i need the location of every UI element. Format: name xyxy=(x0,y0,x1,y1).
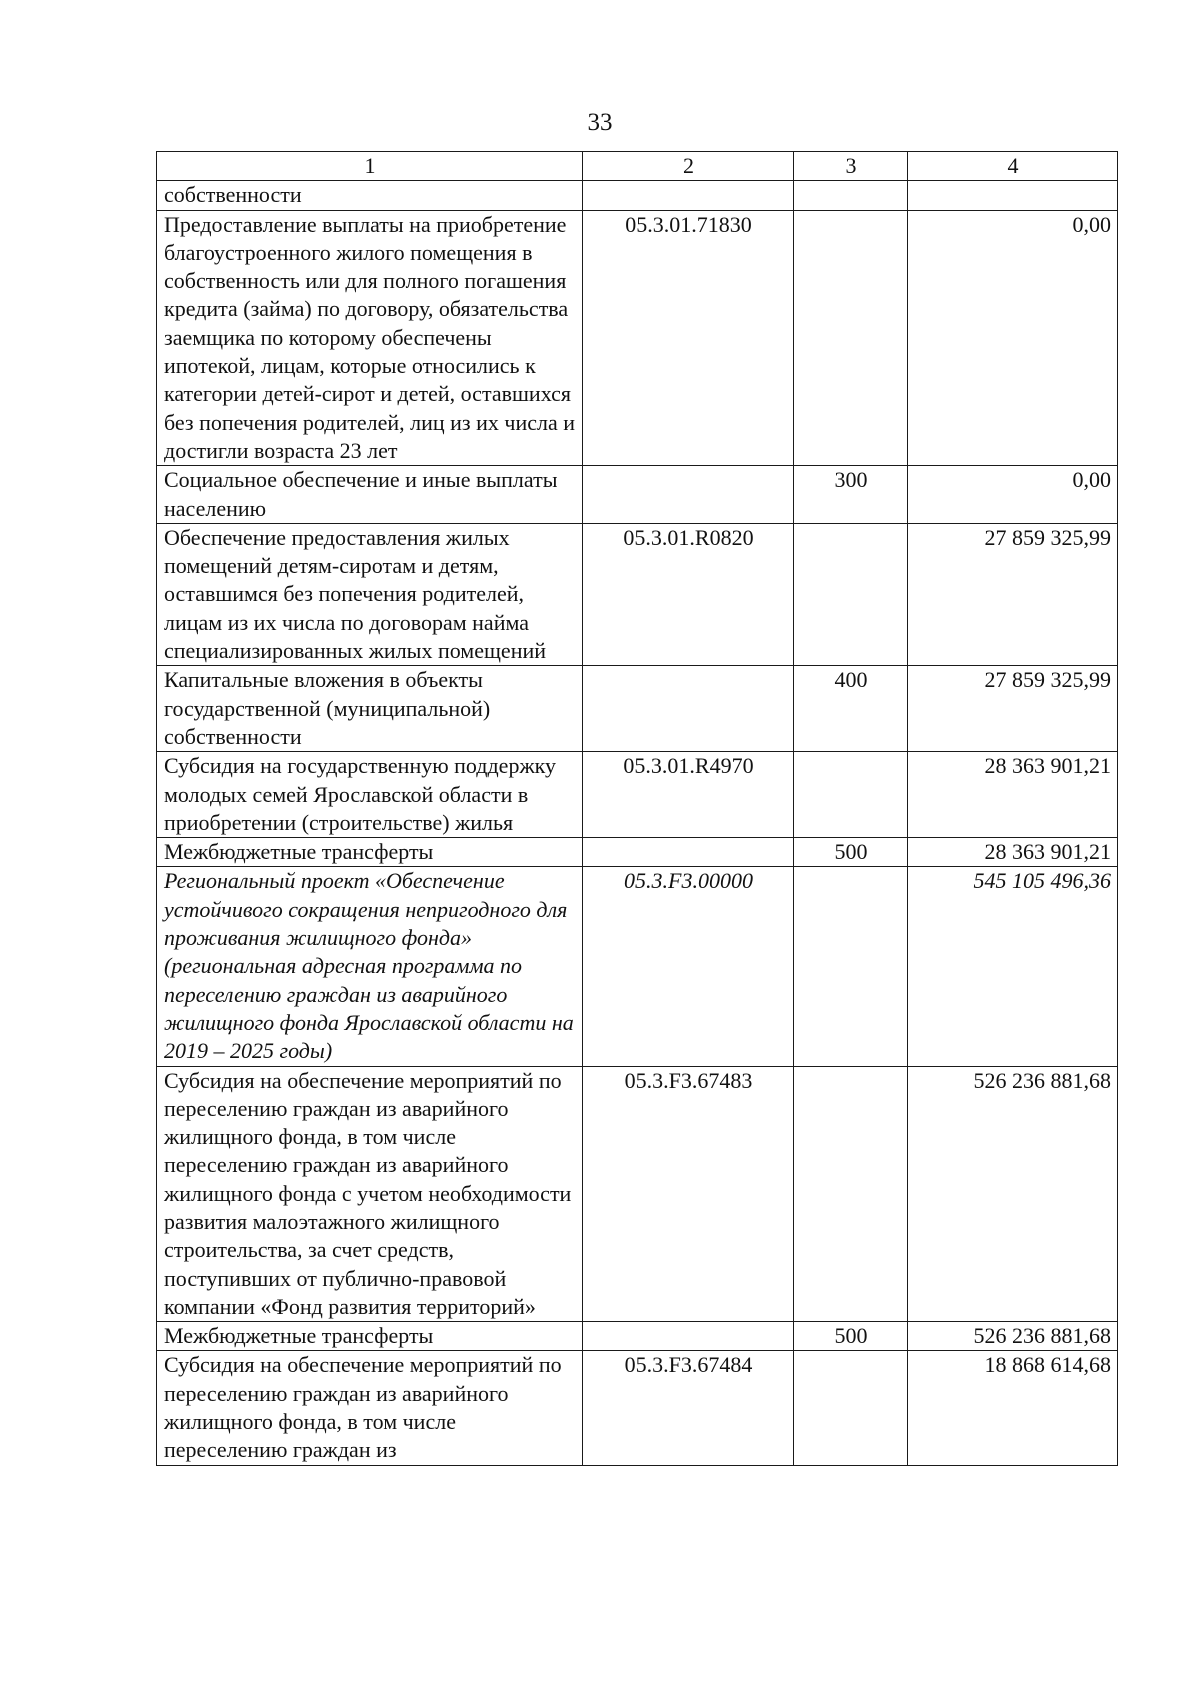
row-code-cell: 05.3.F3.00000 xyxy=(583,867,794,1066)
table-row xyxy=(157,752,1118,838)
table-row xyxy=(157,666,1118,752)
row-expense-type-cell: 500 xyxy=(794,1322,908,1351)
row-code-cell: 05.3.01.R4970 xyxy=(583,752,794,838)
row-amount-cell: 27 859 325,99 xyxy=(908,523,1118,665)
table-row xyxy=(157,838,1118,867)
column-header-1: 1 xyxy=(157,152,583,181)
row-amount-cell: 526 236 881,68 xyxy=(908,1322,1118,1351)
row-name-cell: Предоставление выплаты на приобретение благоустроенного жилого помещения в собственность или для полного погашения кредита (займа) по договору, обязательства заемщика по которому обеспечены ипотекой, лицам, которые относились к категории детей-сирот и детей, оставшихся без попечения родителей, лиц из их числа и достигли возраста 23 лет xyxy=(157,210,583,466)
row-name-cell: Межбюджетные трансферты xyxy=(157,838,583,867)
budget-table xyxy=(156,151,1118,1466)
row-amount-cell xyxy=(908,181,1118,210)
row-amount-cell: 28 363 901,21 xyxy=(908,838,1118,867)
row-expense-type-cell: 400 xyxy=(794,666,908,752)
row-name-cell: Обеспечение предоставления жилых помещений детям-сиротам и детям, оставшимся без попечения родителей, лицам из их числа по договорам найма специализированных жилых помещений xyxy=(157,523,583,665)
table-row xyxy=(157,867,1118,1066)
row-expense-type-cell: 300 xyxy=(794,466,908,524)
row-code-cell: 05.3.01.71830 xyxy=(583,210,794,466)
row-name-cell: Социальное обеспечение и иные выплаты населению xyxy=(157,466,583,524)
row-amount-cell: 526 236 881,68 xyxy=(908,1066,1118,1322)
row-name-cell: собственности xyxy=(157,181,583,210)
row-name-cell: Капитальные вложения в объекты государственной (муниципальной) собственности xyxy=(157,666,583,752)
row-code-cell: 05.3.F3.67484 xyxy=(583,1351,794,1465)
row-expense-type-cell xyxy=(794,210,908,466)
row-code-cell xyxy=(583,181,794,210)
row-expense-type-cell xyxy=(794,181,908,210)
table-row xyxy=(157,181,1118,210)
table-header-row xyxy=(157,152,1118,181)
table-row xyxy=(157,1322,1118,1351)
row-amount-cell: 0,00 xyxy=(908,466,1118,524)
row-amount-cell: 545 105 496,36 xyxy=(908,867,1118,1066)
row-code-cell: 05.3.F3.67483 xyxy=(583,1066,794,1322)
row-name-cell: Региональный проект «Обеспечение устойчивого сокращения непригодного для проживания жилищного фонда» (региональная адресная программа по переселению граждан из аварийного жилищного фонда Ярославской области на 2019 – 2025 годы) xyxy=(157,867,583,1066)
table-row xyxy=(157,1066,1118,1322)
row-expense-type-cell xyxy=(794,1066,908,1322)
row-name-cell: Субсидия на обеспечение мероприятий по переселению граждан из аварийного жилищного фонда, в том числе переселению граждан из xyxy=(157,1351,583,1465)
row-name-cell: Субсидия на государственную поддержку молодых семей Ярославской области в приобретении (строительстве) жилья xyxy=(157,752,583,838)
table-row xyxy=(157,466,1118,524)
column-header-4: 4 xyxy=(908,152,1118,181)
row-name-cell: Субсидия на обеспечение мероприятий по переселению граждан из аварийного жилищного фонда, в том числе переселению граждан из аварийного жилищного фонда с учетом необходимости развития малоэтажного жилищного строительства, за счет средств, поступивших от публично-правовой компании «Фонд развития территорий» xyxy=(157,1066,583,1322)
row-expense-type-cell: 500 xyxy=(794,838,908,867)
row-code-cell: 05.3.01.R0820 xyxy=(583,523,794,665)
row-code-cell xyxy=(583,666,794,752)
row-name-cell: Межбюджетные трансферты xyxy=(157,1322,583,1351)
row-expense-type-cell xyxy=(794,523,908,665)
row-code-cell xyxy=(583,466,794,524)
table-body xyxy=(157,181,1118,1465)
row-code-cell xyxy=(583,1322,794,1351)
table-row xyxy=(157,1351,1118,1465)
row-amount-cell: 28 363 901,21 xyxy=(908,752,1118,838)
column-header-3: 3 xyxy=(794,152,908,181)
row-expense-type-cell xyxy=(794,1351,908,1465)
row-amount-cell: 27 859 325,99 xyxy=(908,666,1118,752)
row-expense-type-cell xyxy=(794,752,908,838)
row-code-cell xyxy=(583,838,794,867)
page-number: 33 xyxy=(587,109,613,136)
column-header-2: 2 xyxy=(583,152,794,181)
row-amount-cell: 0,00 xyxy=(908,210,1118,466)
table-row xyxy=(157,210,1118,466)
row-amount-cell: 18 868 614,68 xyxy=(908,1351,1118,1465)
row-expense-type-cell xyxy=(794,867,908,1066)
table-row xyxy=(157,523,1118,665)
